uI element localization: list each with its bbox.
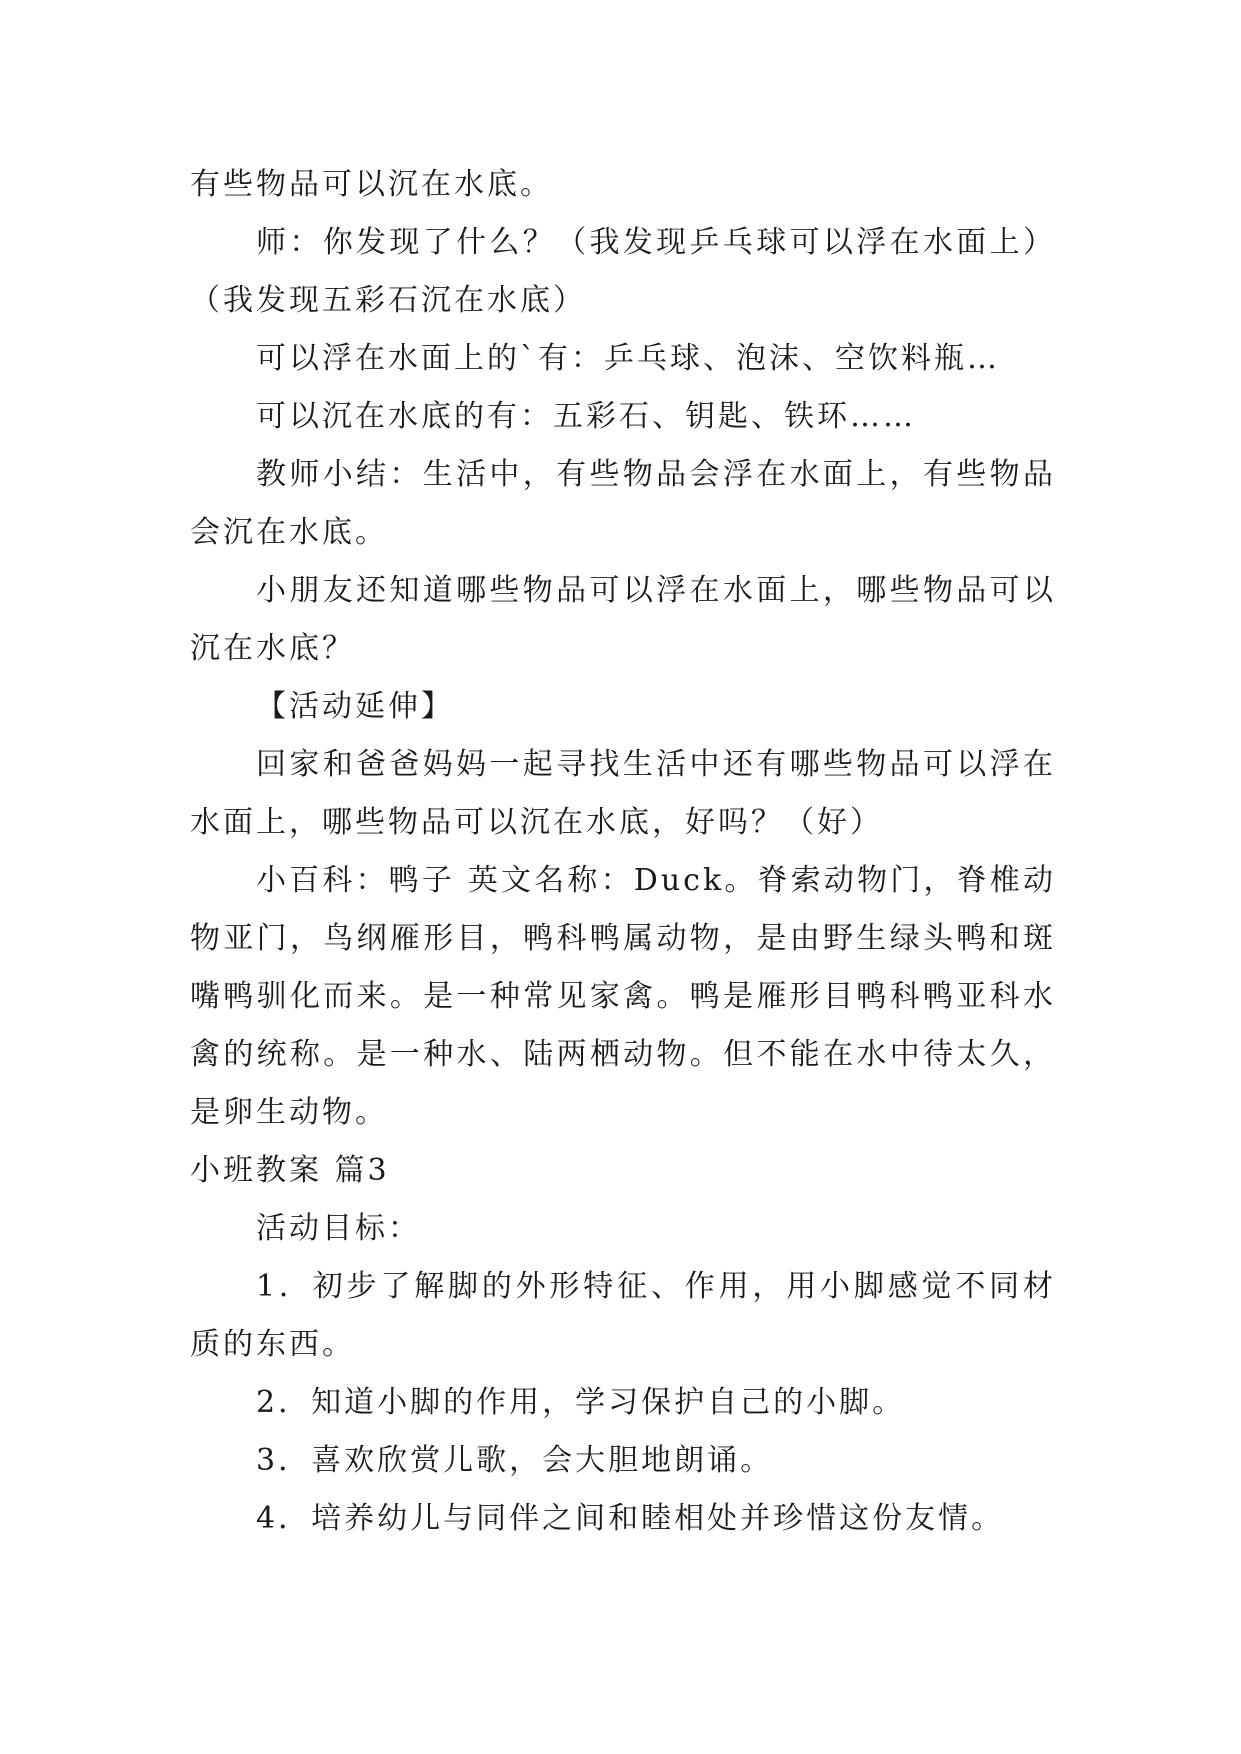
objectives-heading: 活动目标： <box>256 1211 421 1246</box>
body-paragraph: 回家和爸爸妈妈一起寻找生活中还有哪些物品可以浮在水面上，哪些物品可以沉在水底，好吗？（好） <box>190 747 1056 840</box>
body-paragraph: 可以沉在水底的有：五彩石、钥匙、铁环…… <box>256 399 916 434</box>
section-heading: 小班教案 篇3 <box>190 1153 390 1188</box>
body-paragraph: 有些物品可以沉在水底。 <box>190 167 553 202</box>
activity-extension-heading: 【活动延伸】 <box>256 689 454 724</box>
body-paragraph: 可以浮在水面上的`有：乒乓球、泡沫、空饮料瓶… <box>256 341 1000 376</box>
encyclopedia-paragraph: 小百科：鸭子 英文名称：Duck。脊索动物门，脊椎动物亚门，鸟纲雁形目，鸭科鸭属动物，是由野生绿头鸭和斑嘴鸭驯化而来。是一种常见家禽。鸭是雁形目鸭科鸭亚科水禽的统称。是一种水、陆两栖动物。但不能在水中待太久，是卵生动物。 <box>190 863 1056 1130</box>
body-paragraph: 小朋友还知道哪些物品可以浮在水面上，哪些物品可以沉在水底？ <box>190 573 1056 666</box>
objective-item: 3．喜欢欣赏儿歌，会大胆地朗诵。 <box>256 1443 774 1478</box>
objective-item: 2．知道小脚的作用，学习保护自己的小脚。 <box>256 1385 906 1420</box>
body-paragraph: 师：你发现了什么？（我发现乒乓球可以浮在水面上）（我发现五彩石沉在水底） <box>190 225 1056 318</box>
body-paragraph: 教师小结：生活中，有些物品会浮在水面上，有些物品会沉在水底。 <box>190 457 1056 550</box>
document-body <box>190 156 1056 1548</box>
objective-item: 4．培养幼儿与同伴之间和睦相处并珍惜这份友情。 <box>256 1501 1005 1536</box>
objective-item: 1．初步了解脚的外形特征、作用，用小脚感觉不同材质的东西。 <box>190 1269 1056 1362</box>
